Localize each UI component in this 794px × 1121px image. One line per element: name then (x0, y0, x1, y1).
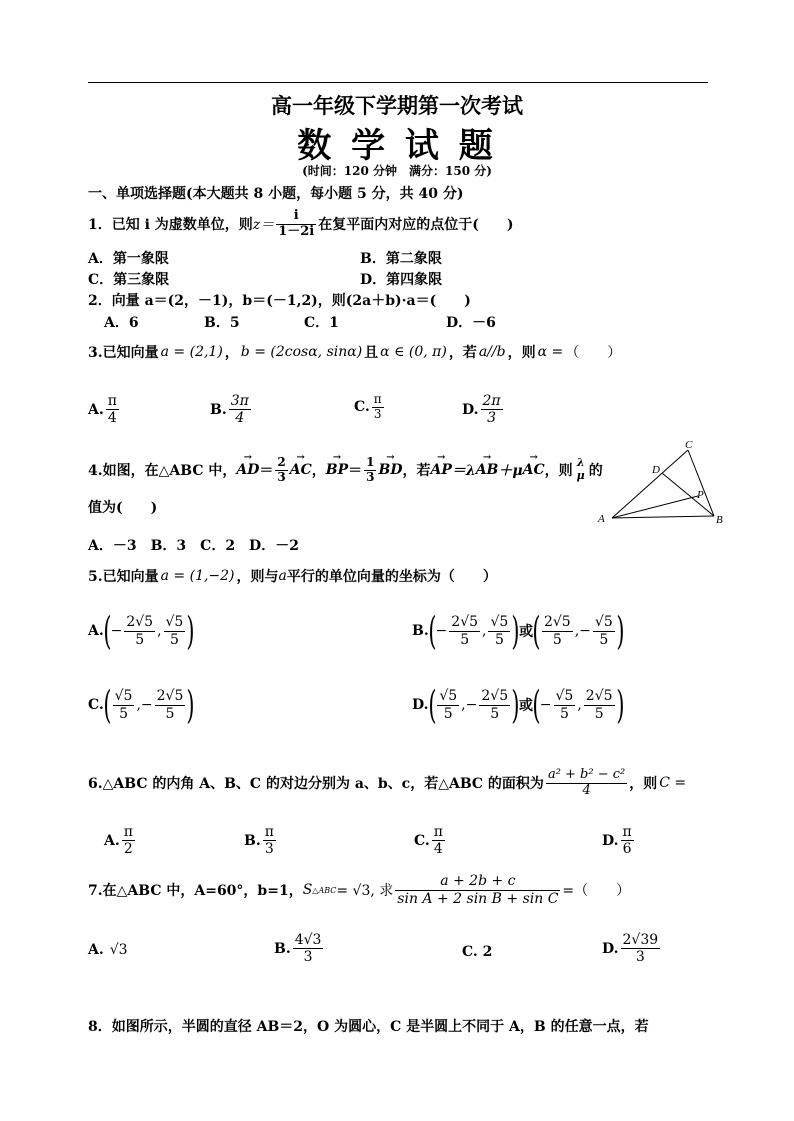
q7-a-label: A. (88, 942, 104, 958)
frac-num: √5 (165, 614, 184, 631)
frac-den: 5 (490, 705, 500, 722)
q4-text-4: ＋μ (498, 463, 523, 479)
q5-d-frac2 (479, 688, 510, 721)
frac-num: π (622, 824, 632, 840)
q7-option-c[interactable]: C. 2 (462, 944, 493, 960)
q5-a: a (278, 568, 287, 584)
edge-cb (688, 450, 714, 516)
q5-d-frac1 (437, 688, 459, 721)
q3-text-9: ，则 (507, 345, 536, 361)
frac-num: 2√5 (156, 688, 184, 705)
left-paren: ( (103, 683, 112, 727)
q5-option-c[interactable] (88, 683, 195, 727)
q5-c-label: C. (88, 697, 104, 713)
q5-d-frac3 (554, 688, 576, 721)
q5-a-frac2 (164, 614, 186, 647)
q3-b-num: 3π (230, 393, 249, 409)
frac-num: 2√5 (126, 614, 154, 631)
q3-b-label: B. (210, 401, 227, 418)
label-b: B (716, 514, 723, 526)
q3-alpha-eq: α = (537, 344, 564, 360)
q7-d-frac (621, 932, 661, 965)
frac-den: 5 (599, 631, 609, 648)
frac-num: π (433, 824, 443, 840)
q5-b-label: B. (412, 623, 429, 639)
q8-stem: 8．如图所示，半圆的直径 AB＝2，O 为圆心，C 是半圆上不同于 A，B 的任意一点，若 (88, 1019, 649, 1035)
q3-d-frac (481, 393, 503, 426)
top-rule (88, 82, 708, 83)
frac-den: 6 (622, 841, 632, 858)
q5-vector-a: a = (1,−2) (160, 568, 235, 584)
q5-b-or: 或 (519, 624, 534, 640)
frac-num: 2√39 (622, 932, 659, 948)
q7-option-a[interactable] (88, 942, 128, 958)
q4-frac-2 (364, 456, 376, 485)
q5-option-a[interactable] (88, 609, 195, 653)
q5-option-b[interactable] (412, 609, 625, 653)
frac-num: √5 (594, 614, 613, 631)
right-paren: ) (616, 609, 625, 653)
q5-text-3: ，则与 (236, 569, 279, 585)
q6-c-label: C. (414, 832, 430, 849)
q1-prefix: 1．已知 i 为虚数单位，则 (88, 217, 253, 233)
q4-lambda: λ (576, 456, 585, 470)
q7-b-frac (293, 932, 324, 965)
frac-den: 3 (303, 949, 313, 966)
q5-a-frac1 (124, 614, 155, 647)
q3-b-frac (229, 393, 251, 426)
q5-b-frac2 (488, 614, 510, 647)
frac-num: √5 (555, 688, 574, 705)
q2-option-d[interactable]: D．－6 (446, 315, 496, 331)
q3-option-a[interactable] (88, 393, 121, 426)
right-paren: ) (511, 683, 520, 727)
q6-c-frac (432, 824, 445, 857)
frac-num: 2√5 (481, 688, 509, 705)
q7-option-b[interactable] (274, 932, 325, 965)
subject-title: 数 学 试 题 (297, 126, 497, 166)
q1-option-c[interactable]: C．第三象限 (88, 272, 170, 288)
q7-s-sub: △ABC (312, 885, 337, 895)
q3-c-den: 3 (373, 406, 382, 421)
q3-d-den: 3 (487, 410, 497, 427)
frac-den: 5 (165, 705, 175, 722)
q4-vec-ad: → AD (236, 462, 259, 478)
q6-frac-num: a² + b² − c² (547, 766, 626, 782)
q5-d-comma2: , (577, 697, 582, 713)
frac-den: 5 (460, 631, 470, 648)
q7-option-d[interactable] (602, 932, 662, 965)
left-paren: ( (532, 609, 541, 653)
q3-a-frac (106, 393, 119, 426)
q4-f1-den: 3 (277, 469, 286, 484)
q7-a-value: √3 (109, 942, 128, 958)
frac-num: 2√5 (451, 614, 479, 631)
q2-option-c[interactable]: C．1 (304, 315, 339, 331)
q2-stem: 2．向量 a＝(2，－1)，b＝(－1,2)，则(2a＋b)·a＝( ) (88, 293, 471, 309)
q6-option-b[interactable] (244, 824, 278, 857)
q3-c-frac (372, 393, 384, 422)
frac-den: 3 (264, 841, 274, 858)
frac-num: 2√5 (543, 614, 571, 631)
q4-vec-bd: → BD (378, 462, 402, 478)
q5-d-minus: − (465, 697, 478, 713)
q3-a-label: A. (88, 401, 104, 418)
question-7 (88, 868, 630, 912)
frac-den: 5 (443, 705, 453, 722)
q4-triangle-figure (594, 436, 730, 528)
q5-d-frac4 (584, 688, 615, 721)
q3-a-num: π (107, 393, 117, 409)
frac-num: √5 (439, 688, 458, 705)
q6-b-frac (263, 824, 276, 857)
exam-info: (时间：120 分钟 满分：150 分) (302, 164, 492, 178)
frac-num: 2√5 (585, 688, 613, 705)
q3-text-7: ，若 (448, 345, 477, 361)
q5-c-minus: − (140, 697, 153, 713)
q5-c-frac1 (113, 688, 135, 721)
q7-fraction (395, 873, 560, 906)
frac-den: 4 (433, 841, 443, 858)
q4-eq2: ＝ (348, 463, 363, 479)
q3-a-den: 4 (107, 410, 117, 427)
q3-text-3: ， (224, 345, 239, 361)
question-4 (88, 452, 603, 488)
q1-option-d[interactable]: D．第四象限 (360, 272, 443, 288)
section-heading: 一、单项选择题(本大题共 8 小题，每小题 5 分，共 40 分) (88, 186, 464, 202)
exam-title: 高一年级下学期第一次考试 (271, 93, 523, 118)
frac-num: π (123, 824, 133, 840)
question-1 (88, 204, 513, 244)
right-paren: ) (186, 683, 195, 727)
q1-fraction (276, 209, 316, 240)
q7-text-2: = √3, 求 (336, 883, 394, 899)
q4-vec-ap: → AP (430, 462, 451, 478)
q5-d-label: D. (412, 697, 429, 713)
frac-num: 4√3 (294, 932, 322, 948)
q5-a-minus: − (110, 623, 123, 639)
q6-b-label: B. (244, 832, 261, 849)
q4-vec-ac2: → AC (523, 462, 545, 478)
q5-text-5: 平行的单位向量的坐标为（ ） (286, 569, 497, 585)
frac-den: 5 (552, 631, 562, 648)
frac-den: 5 (135, 631, 145, 648)
left-paren: ( (532, 683, 541, 727)
q5-d-minus2: − (539, 697, 552, 713)
edge-ab (612, 516, 714, 518)
q5-d-comma: , (461, 697, 466, 713)
q5-b-frac4 (593, 614, 615, 647)
label-c: C (685, 439, 693, 451)
q6-a-frac (122, 824, 135, 857)
q4-vec-bp: → BP (326, 462, 348, 478)
q1-frac-den: 1－2i (278, 223, 315, 239)
q5-b-frac1 (449, 614, 480, 647)
question-6 (88, 760, 686, 806)
q3-vector-a: a = (2,1) (160, 344, 223, 360)
q4-text-1: 4.如图，在△ABC 中， (88, 463, 237, 479)
left-paren: ( (103, 609, 112, 653)
q4-text-2: ，若 (402, 463, 431, 479)
frac-den: 3 (635, 949, 645, 966)
q4-sep: ， (311, 463, 326, 479)
q4-text-5: ，则 (544, 463, 573, 479)
label-a: A (598, 513, 605, 525)
q4-mu: μ (576, 469, 585, 482)
q5-b-minus2: − (579, 623, 591, 639)
q3-text-1: 3.已知向量 (88, 345, 159, 361)
q4-frac-1 (275, 456, 287, 485)
right-paren: ) (511, 609, 520, 653)
q3-text-5: 且 (364, 345, 379, 361)
q2-option-b[interactable]: B．5 (204, 315, 240, 331)
q3-blank: （ ） (565, 345, 622, 361)
q6-d-label: D. (602, 832, 619, 849)
q3-c-label: C. (354, 399, 370, 416)
frac-num: π (264, 824, 274, 840)
q5-a-comma: , (157, 623, 162, 639)
q3-option-d[interactable] (462, 393, 505, 426)
q5-option-d[interactable] (412, 683, 625, 727)
q5-text-1: 5.已知向量 (88, 569, 159, 585)
question-3 (88, 338, 621, 366)
q7-text-3: =（ ） (562, 883, 631, 899)
q5-a-label: A. (88, 623, 104, 639)
q4-f2-num: 1 (366, 454, 375, 469)
q5-b-frac3 (542, 614, 573, 647)
q5-b-comma: , (482, 623, 487, 639)
q3-d-num: 2π (482, 393, 501, 409)
q6-frac-den: 4 (582, 782, 591, 798)
q3-d-label: D. (462, 401, 479, 418)
frac-den: 2 (123, 841, 133, 858)
right-paren: ) (615, 683, 625, 727)
q4-eq1: ＝ (259, 463, 274, 479)
q7-frac-den: sin A + 2 sin B + sin C (397, 890, 559, 907)
label-p: P (697, 489, 704, 501)
q5-c-frac2 (155, 688, 186, 721)
q1-z: z＝ (252, 217, 275, 233)
q7-text-1: 7.在△ABC 中，A=60°，b=1， (88, 883, 303, 899)
q1-option-b[interactable]: B．第二象限 (360, 251, 442, 267)
q7-b-label: B. (274, 940, 291, 957)
q6-option-d[interactable] (602, 824, 636, 857)
q3-b-den: 4 (235, 410, 245, 427)
q4-lambda-mu (575, 457, 587, 482)
segment-bd (662, 473, 714, 516)
q4-f2-den: 3 (366, 469, 375, 484)
q5-c-comma: , (136, 697, 141, 713)
q6-text-2: ，则 (629, 776, 658, 792)
q1-option-a[interactable]: A．第一象限 (88, 251, 169, 267)
frac-num: √5 (490, 614, 509, 631)
frac-den: 5 (559, 705, 569, 722)
q4-f1-num: 2 (277, 454, 286, 469)
q3-c-num: π (373, 392, 382, 406)
q1-frac-num: i (276, 209, 316, 225)
right-paren: ) (186, 609, 195, 653)
q6-a-label: A. (104, 832, 120, 849)
q3-alpha-range: α ∈ (0, π) (380, 344, 447, 360)
q1-suffix: 在复平面内对应的点位于( ) (318, 217, 514, 233)
q5-b-comma2: , (574, 623, 580, 639)
q4-text-6: 的 (588, 463, 603, 479)
question-5 (88, 564, 497, 588)
q3-vector-b: b = (2cosα, sinα) (240, 344, 363, 360)
frac-den: 5 (494, 631, 504, 648)
q4-line2: 值为( ) (88, 500, 158, 516)
frac-num: √5 (114, 688, 133, 705)
q3-option-b[interactable] (210, 393, 253, 426)
q5-b-minus: − (435, 623, 448, 639)
q7-frac-num: a + 2b + c (395, 873, 560, 890)
q2-option-a[interactable]: A．6 (104, 315, 139, 331)
left-paren: ( (428, 609, 437, 653)
label-d: D (652, 464, 660, 476)
frac-den: 5 (594, 705, 604, 722)
q4-vec-ac: → AC (290, 462, 312, 478)
q5-d-or: 或 (518, 698, 533, 714)
q6-d-frac (621, 824, 634, 857)
q6-fraction (546, 768, 627, 799)
q7-d-label: D. (602, 940, 619, 957)
q3-parallel: a//b (478, 344, 506, 360)
q6-c-eq: C = (659, 775, 687, 791)
left-paren: ( (427, 683, 437, 727)
frac-den: 5 (119, 705, 128, 722)
frac-den: 5 (169, 631, 179, 648)
q3-option-c[interactable] (354, 393, 386, 422)
q4-vec-ab: → AB (476, 462, 499, 478)
q4-options[interactable]: A．－3 B．3 C．2 D．－2 (88, 538, 299, 554)
q6-option-c[interactable] (414, 824, 447, 857)
q7-s: S (302, 882, 313, 898)
q4-text-3: ＝λ (451, 463, 476, 479)
q6-text-1: 6.△ABC 的内角 A、B、C 的对边分别为 a、b、c，若△ABC 的面积为 (88, 776, 544, 792)
q6-option-a[interactable] (104, 824, 137, 857)
